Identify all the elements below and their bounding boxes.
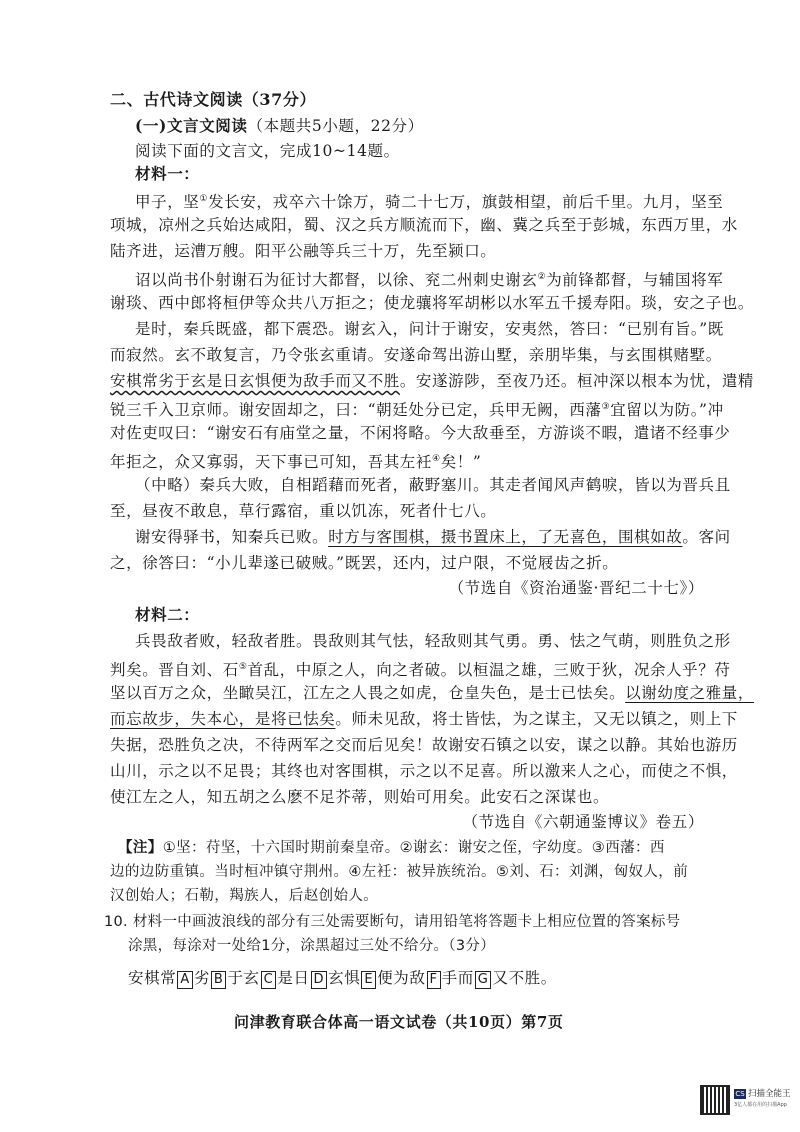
answer-mark-c[interactable]: C bbox=[261, 971, 277, 989]
material1-line: 而寂然。玄不敢复言，乃令张玄重请。安遂命驾出游山墅，亲朋毕集，与玄围棋赌墅。 bbox=[110, 346, 722, 364]
notes-line: 汉创始人；石勒，羯族人，后赵创始人。 bbox=[110, 888, 379, 904]
notes-line: 【注】①坚：苻坚，十六国时期前秦皇帝。②谢玄：谢安之侄，字幼度。③西藩：西 bbox=[118, 840, 665, 856]
material1-line: 项城，凉州之兵始达咸阳，蜀、汉之兵方顺流而下，幽、冀之兵至于彭城，东西万里，水 bbox=[110, 216, 738, 234]
material2-line: 山川，示之以不足畏；其终也对客围棋，示之以不足喜。所以激来人之心，而使之不惧， bbox=[110, 762, 738, 780]
material1-line: 之，徐答曰：“小儿辈遂已破贼。”既罢，还内，过户限，不觉屐齿之折。 bbox=[110, 554, 619, 572]
question10-line: 10. 材料一中画波浪线的部分有三处需要断句，请用铅笔将答题卡上相应位置的答案标号 bbox=[104, 914, 681, 930]
material2-line: 失据，恐胜负之决，不待两军之交而后见矣！故谢安石镇之以安，谋之以静。其始也游历 bbox=[110, 736, 738, 754]
wavy-underlined-passage: 安棋常劣于玄是日玄惧便为敌手而又不胜 bbox=[110, 372, 400, 390]
material1-line: 至，昼夜不敢息，草行露宿，重以饥冻，死者什七八。 bbox=[110, 502, 497, 520]
note-marker: ① bbox=[199, 194, 209, 204]
section-title: 二、古代诗文阅读（37分） bbox=[110, 90, 317, 109]
page-footer: 问津教育联合体高一语文试卷（共10页）第7页 bbox=[234, 1013, 564, 1031]
underlined-passage: 时方与客围棋，摄书置床上，了无喜色，围棋如故 bbox=[328, 528, 683, 546]
answer-mark-e[interactable]: E bbox=[361, 971, 376, 989]
scanner-badge-title: 扫描全能王 bbox=[748, 1089, 791, 1099]
material2-line: 坚以百万之众，坐瞰吴江，江左之人畏之如虎，仓皇失色，是士已怯矣。以谢幼度之雅量， bbox=[110, 684, 755, 702]
material1-line: （中略）秦兵大败，自相蹈藉而死者，蔽野塞川。其走者闻风声鹤唳，皆以为晋兵且 bbox=[135, 476, 731, 494]
material1-line: 诏以尚书仆射谢石为征讨大都督，以徐、兖二州刺史谢玄②为前锋都督，与辅国将军 bbox=[135, 271, 724, 290]
answer-mark-a[interactable]: A bbox=[177, 971, 193, 989]
scanner-badge-subtitle: 3亿人都在用的扫描App bbox=[734, 1102, 787, 1108]
answer-mark-g[interactable]: G bbox=[475, 971, 492, 989]
material1-line: 年拒之，众又寡弱，天下事已可知，吾其左衽④矣！” bbox=[110, 453, 482, 472]
answer-mark-b[interactable]: B bbox=[211, 971, 227, 989]
material1-line: 甲子，坚①发长安，戎卒六十馀万，骑二十七万，旗鼓相望，前后千里。九月，坚至 bbox=[135, 193, 724, 212]
answer-mark-d[interactable]: D bbox=[311, 971, 328, 989]
subsection-info: （本题共5小题，22分） bbox=[247, 117, 424, 135]
question10-options: 安棋常 A 劣 B 于玄 C 是日 D 玄惧 E 便为敌 F 手而 G 又不胜。 bbox=[128, 969, 557, 987]
scanner-badge bbox=[734, 1088, 790, 1112]
material1-line: 锐三千入卫京师。谢安固却之，曰：“朝廷处分已定，兵甲无阙，西藩③宜留以为防。”冲 bbox=[110, 401, 724, 420]
material1-heading: 材料一： bbox=[135, 164, 200, 183]
subsection-title: (一)文言文阅读 bbox=[135, 116, 248, 135]
subsection-heading bbox=[135, 116, 424, 136]
note-marker: ⑤ bbox=[238, 662, 248, 672]
question10-line: 涂黑，每涂对一处给1分，涂黑超过三处不给分。（3分） bbox=[128, 938, 495, 954]
note-marker: ④ bbox=[432, 454, 441, 464]
material2-line: 而忘故步，失本心，是将已怯矣。师未见敌，将士皆怯，为之谋主，又无以镇之，则上下 bbox=[110, 710, 738, 728]
material1-line: 陆齐进，运漕万艘。阳平公融等兵三十万，先至颍口。 bbox=[110, 242, 497, 260]
note-marker: ③ bbox=[601, 402, 611, 412]
underlined-passage: 以谢幼度之雅量， bbox=[625, 684, 755, 702]
notes-label: 【注】 bbox=[118, 840, 163, 856]
material1-line: 谢琰、西中郎将桓伊等众共八万拒之；使龙骧将军胡彬以水军五千援寿阳。琰，安之子也。 bbox=[110, 294, 755, 312]
material1-line: 是时，秦兵既盛，都下震恐。谢玄入，问计于谢安，安夷然，答曰：“已别有旨。”既 bbox=[135, 320, 724, 338]
material2-heading: 材料二： bbox=[135, 605, 200, 624]
qr-code-icon bbox=[700, 1085, 730, 1115]
material2-line: 判矣。晋自刘、石⑤首乱，中原之人，向之者破。以桓温之雄，三败于狄，况余人乎？苻 bbox=[110, 661, 731, 680]
material1-line: 谢安得驿书，知秦兵已败。时方与客围棋，摄书置床上，了无喜色，围棋如故。客问 bbox=[135, 528, 731, 546]
camscanner-logo-icon: CS bbox=[735, 1090, 745, 1098]
material1-source: （节选自《资治通鉴·晋纪二十七》） bbox=[448, 579, 704, 597]
answer-mark-f[interactable]: F bbox=[427, 971, 441, 989]
instruction-text: 阅读下面的文言文，完成10~14题。 bbox=[135, 142, 400, 160]
material1-line: 对佐吏叹曰：“谢安石有庙堂之量，不闲将略。今大敌垂至，方游谈不暇，遣诸不经事少 bbox=[110, 424, 731, 442]
material2-line: 使江左之人，知五胡之么麽不足芥蒂，则始可用矣。此安石之深谋也。 bbox=[110, 788, 610, 806]
underlined-passage: 而忘故步，失本心，是将已怯矣 bbox=[110, 710, 336, 728]
note-marker: ② bbox=[537, 272, 547, 282]
material2-line: 兵畏敌者败，轻敌者胜。畏敌则其气怯，轻敌则其气勇。勇、怯之气萌，则胜负之形 bbox=[135, 632, 731, 650]
notes-line: 边的边防重镇。当时桓冲镇守荆州。④左衽：被异族统治。⑤刘、石：刘渊，匈奴人，前 bbox=[110, 864, 689, 880]
material2-source: （节选自《六朝通鉴博议》卷五） bbox=[462, 813, 704, 831]
material1-line: 安棋常劣于玄是日玄惧便为敌手而又不胜。安遂游陟，至夜乃还。桓冲深以根本为忧，遣精 bbox=[110, 372, 755, 390]
